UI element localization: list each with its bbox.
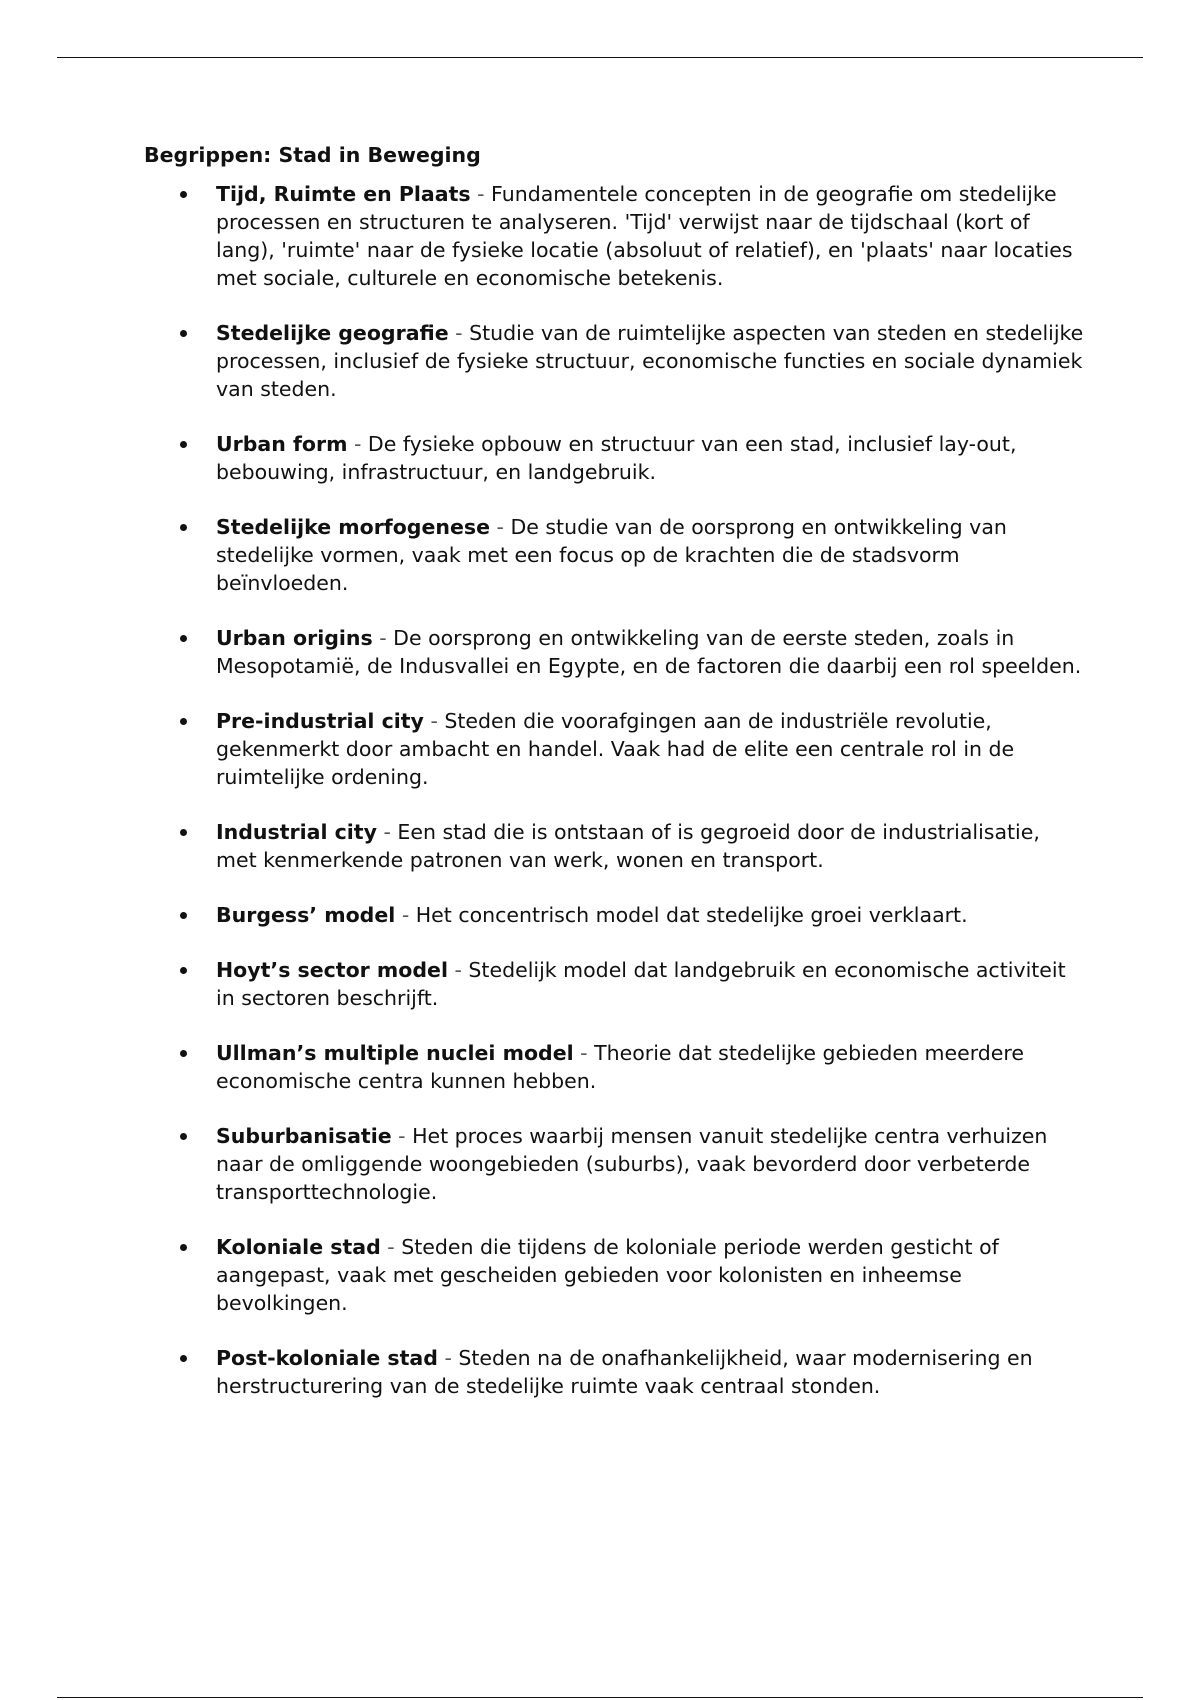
term-name: Hoyt’s sector model bbox=[216, 958, 448, 982]
term-name: Industrial city bbox=[216, 820, 377, 844]
bullet-icon bbox=[180, 718, 187, 725]
bullet-icon bbox=[180, 967, 187, 974]
term-separator: - bbox=[423, 709, 445, 733]
list-item bbox=[144, 180, 1084, 292]
term-definition: Steden na de onafhankelijkheid, waar modernisering en herstructurering van de stedelijke ruimte vaak centraal stonden. bbox=[216, 1346, 1033, 1398]
term-definition: Steden die voorafgingen aan de industriële revolutie, gekenmerkt door ambacht en handel. Vaak had de elite een centrale rol in de ruimtelijke ordening. bbox=[216, 709, 1015, 789]
bullet-icon bbox=[180, 635, 187, 642]
term-definition: Fundamentele concepten in de geografie om stedelijke processen en structuren te analyseren. 'Tijd' verwijst naar de tijdschaal (kort of lang), 'ruimte' naar de fysieke locatie (absoluut of relatief), en 'plaats' naar locaties met sociale, culturele en economische betekenis. bbox=[216, 182, 1073, 290]
term-name: Burgess’ model bbox=[216, 903, 396, 927]
list-item bbox=[144, 430, 1084, 486]
term-separator: - bbox=[448, 321, 470, 345]
term-name: Urban form bbox=[216, 432, 348, 456]
term-definition: Het proces waarbij mensen vanuit stedelijke centra verhuizen naar de omliggende woongebieden (suburbs), vaak bevorderd door verbeterde transporttechnologie. bbox=[216, 1124, 1048, 1204]
page-title: Begrippen: Stad in Beweging bbox=[144, 143, 481, 167]
list-item bbox=[144, 1233, 1084, 1317]
term-separator: - bbox=[490, 515, 511, 539]
term-definition: Steden die tijdens de koloniale periode werden gesticht of aangepast, vaak met gescheiden gebieden voor kolonisten en inheemse bevolkingen. bbox=[216, 1235, 999, 1315]
term-name: Stedelijke geografie bbox=[216, 321, 449, 345]
list-item bbox=[144, 319, 1084, 403]
term-separator: - bbox=[391, 1124, 413, 1148]
bullet-icon bbox=[180, 330, 187, 337]
term-separator: - bbox=[470, 182, 492, 206]
term-definition: Een stad die is ontstaan of is gegroeid door de industrialisatie, met kenmerkende patronen van werk, wonen en transport. bbox=[216, 820, 1040, 872]
term-separator: - bbox=[437, 1346, 459, 1370]
header-rule bbox=[57, 57, 1143, 58]
bullet-icon bbox=[180, 1050, 187, 1057]
bullet-icon bbox=[180, 829, 187, 836]
term-separator: - bbox=[447, 958, 469, 982]
term-definition: De oorsprong en ontwikkeling van de eerste steden, zoals in Mesopotamië, de Indusvallei en Egypte, en de factoren die daarbij een rol speelden. bbox=[216, 626, 1082, 678]
bullet-icon bbox=[180, 191, 187, 198]
term-separator: - bbox=[573, 1041, 595, 1065]
term-definition: Stedelijk model dat landgebruik en economische activiteit in sectoren beschrijft. bbox=[216, 958, 1066, 1010]
term-definition: Het concentrisch model dat stedelijke groei verklaart. bbox=[415, 903, 968, 927]
term-name: Urban origins bbox=[216, 626, 373, 650]
list-item bbox=[144, 1122, 1084, 1206]
list-item bbox=[144, 1344, 1084, 1400]
document-body bbox=[144, 141, 1084, 1400]
list-item bbox=[144, 901, 1084, 929]
term-separator: - bbox=[376, 820, 398, 844]
term-name: Koloniale stad bbox=[216, 1235, 381, 1259]
term-name: Pre-industrial city bbox=[216, 709, 424, 733]
bullet-icon bbox=[180, 1244, 187, 1251]
term-separator: - bbox=[380, 1235, 402, 1259]
term-name: Suburbanisatie bbox=[216, 1124, 392, 1148]
bullet-icon bbox=[180, 1133, 187, 1140]
term-definition: De studie van de oorsprong en ontwikkeling van stedelijke vormen, vaak met een focus op de krachten die de stadsvorm beïnvloeden. bbox=[216, 515, 1007, 595]
term-name: Tijd, Ruimte en Plaats bbox=[216, 182, 471, 206]
list-item bbox=[144, 624, 1084, 680]
list-item bbox=[144, 818, 1084, 874]
list-item bbox=[144, 707, 1084, 791]
term-definition: Theorie dat stedelijke gebieden meerdere economische centra kunnen hebben. bbox=[216, 1041, 1025, 1093]
bullet-icon bbox=[180, 441, 187, 448]
list-item bbox=[144, 513, 1084, 597]
list-item bbox=[144, 956, 1084, 1012]
term-definition: Studie van de ruimtelijke aspecten van steden en stedelijke processen, inclusief de fysieke structuur, economische functies en sociale dynamiek van steden. bbox=[216, 321, 1084, 401]
bullet-icon bbox=[180, 912, 187, 919]
bullet-icon bbox=[180, 524, 187, 531]
bullet-icon bbox=[180, 1355, 187, 1362]
term-separator: - bbox=[347, 432, 368, 456]
term-name: Ullman’s multiple nuclei model bbox=[216, 1041, 574, 1065]
footer-rule bbox=[57, 1697, 1143, 1698]
term-separator: - bbox=[372, 626, 394, 650]
term-name: Post-koloniale stad bbox=[216, 1346, 438, 1370]
term-name: Stedelijke morfogenese bbox=[216, 515, 490, 539]
term-list bbox=[144, 180, 1084, 1400]
term-definition: De fysieke opbouw en structuur van een stad, inclusief lay-out, bebouwing, infrastructuur, en landgebruik. bbox=[216, 432, 1017, 484]
term-separator: - bbox=[395, 903, 416, 927]
list-item bbox=[144, 1039, 1084, 1095]
